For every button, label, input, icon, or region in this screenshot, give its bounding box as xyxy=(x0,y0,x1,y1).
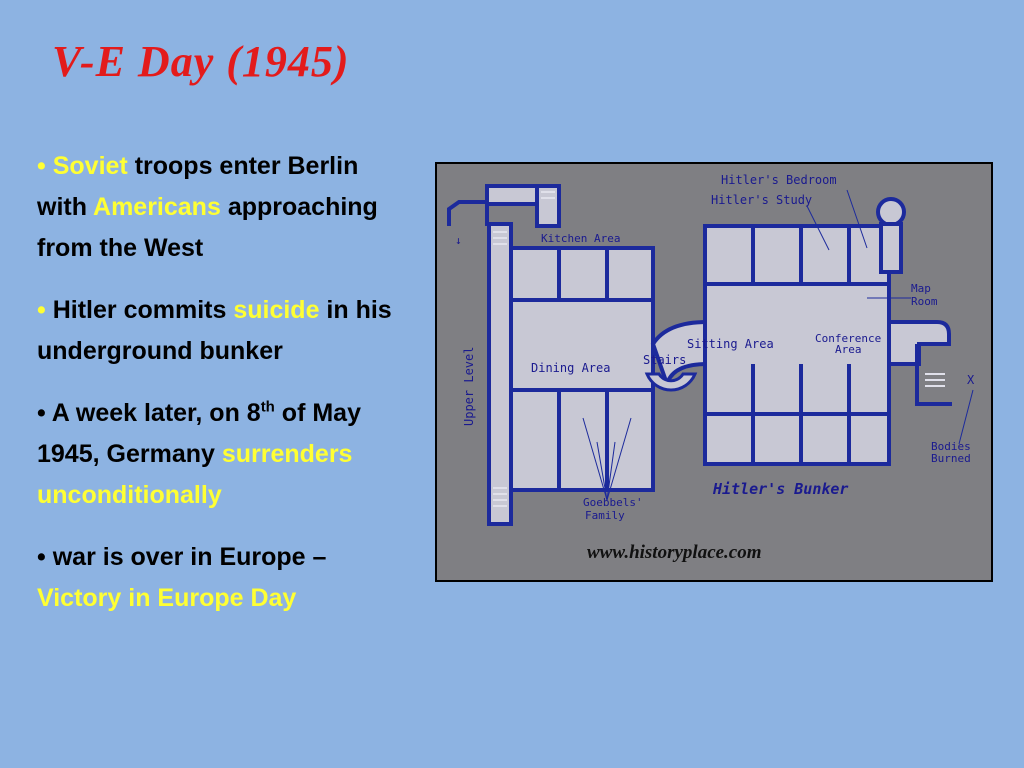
arrow-down-icon: ↓ xyxy=(455,234,462,247)
highlight-americans: Americans xyxy=(93,193,221,221)
label-map-room-1: Map xyxy=(911,282,931,295)
highlight-soviet: Soviet xyxy=(52,152,128,180)
label-conference-1: Conference xyxy=(815,332,882,345)
bunker-floorplan xyxy=(437,164,991,580)
bullet-text: war is over in Europe – xyxy=(52,543,327,571)
label-hitlers-study: Hitler's Study xyxy=(711,193,813,207)
bullet-marker: • xyxy=(37,152,46,180)
bullet-marker: • xyxy=(37,399,46,427)
bullet-hitler xyxy=(37,290,397,372)
label-upper-level: Upper Level xyxy=(462,346,476,426)
bullet-text: in his underground bunker xyxy=(37,296,392,365)
label-dining-area: Dining Area xyxy=(531,361,611,375)
bullet-marker: • xyxy=(37,543,46,571)
bullet-text: of May 1945, Germany xyxy=(37,399,361,468)
bullet-marker: • xyxy=(37,296,46,324)
highlight-ve-day: Victory in Europe Day xyxy=(37,584,297,612)
label-bodies-2: Burned xyxy=(931,452,971,465)
bunker-map xyxy=(435,162,993,582)
label-hitlers-bedroom: Hitler's Bedroom xyxy=(721,173,837,187)
label-goebbels-2: Family xyxy=(585,509,625,522)
bullet-text: approaching from the West xyxy=(37,193,378,262)
superscript: th xyxy=(260,398,275,416)
bullet-list xyxy=(37,146,397,640)
bullet-text: troops enter Berlin with xyxy=(37,152,359,221)
bullet-war-over xyxy=(37,537,397,619)
map-credit: www.historyplace.com xyxy=(587,542,762,563)
label-hitlers-bunker: Hitler's Bunker xyxy=(713,480,849,498)
label-goebbels-1: Goebbels' xyxy=(583,496,643,509)
bullet-text: Hitler commits xyxy=(52,296,234,324)
highlight-surrenders: surrenders unconditionally xyxy=(37,440,353,509)
label-sitting-area: Sitting Area xyxy=(687,337,774,351)
slide-title: V-E Day (1945) xyxy=(52,37,350,86)
floor-walls xyxy=(449,186,952,524)
bullet-soviet xyxy=(37,146,397,269)
label-conference-2: Area xyxy=(835,343,862,356)
highlight-suicide: suicide xyxy=(233,296,320,324)
label-kitchen-area: Kitchen Area xyxy=(541,232,621,245)
label-x-mark: X xyxy=(967,373,975,387)
bullet-text: A week later, on 8 xyxy=(51,399,261,427)
label-bodies-1: Bodies xyxy=(931,440,971,453)
label-stairs: Stairs xyxy=(643,353,687,367)
label-map-room-2: Room xyxy=(911,295,938,308)
bullet-surrender xyxy=(37,393,397,516)
